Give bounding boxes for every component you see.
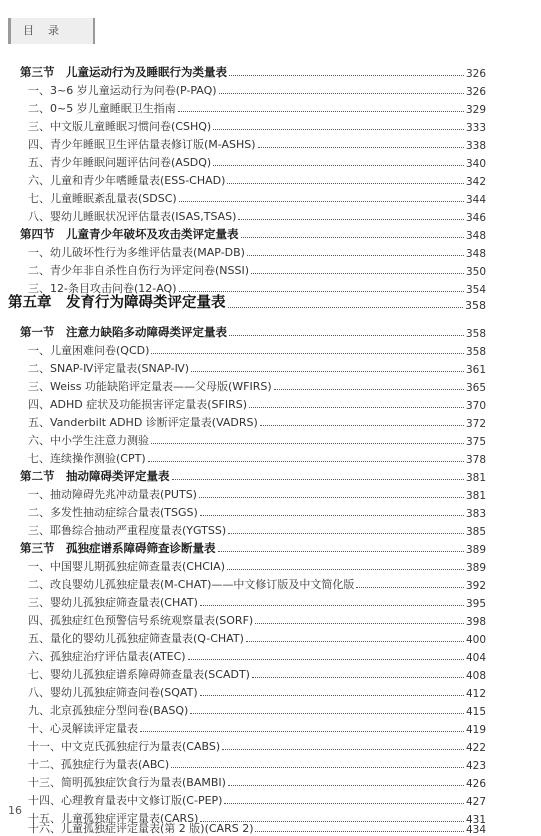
dot-leader — [222, 749, 464, 750]
toc-item[interactable] — [0, 484, 541, 502]
toc-item[interactable] — [0, 664, 541, 682]
toc-entry-page: 344 — [465, 194, 486, 206]
toc-entry-title: 二、改良婴幼儿孤独症量表(M-CHAT)——中文修订版及中文简化版 — [28, 578, 355, 591]
toc-entry-page: 346 — [465, 212, 486, 224]
page-number: 16 — [8, 804, 22, 817]
dot-leader — [227, 183, 464, 184]
toc-entry-page: 326 — [465, 86, 486, 98]
toc-item[interactable] — [0, 242, 541, 260]
dot-leader — [179, 201, 464, 202]
toc-entry-page: 381 — [465, 472, 486, 484]
toc-entry-title: 第三节 儿童运动行为及睡眠行为类量表 — [20, 65, 227, 79]
toc-item[interactable] — [0, 134, 541, 152]
dot-leader — [151, 353, 464, 354]
toc-entry-title: 十一、中文克氏孤独症行为量表(CABS) — [28, 740, 221, 753]
toc-entry-title: 一、3~6 岁儿童运动行为问卷(P-PAQ) — [28, 84, 217, 97]
dot-leader — [229, 75, 464, 76]
toc-entry-page: 348 — [465, 230, 486, 242]
dot-leader — [200, 605, 464, 606]
toc-entry-page: 389 — [465, 544, 486, 556]
toc-entry-title: 一、幼儿破坏性行为多维评估量表(MAP-DB) — [28, 246, 245, 259]
toc-section-heading[interactable] — [0, 466, 541, 484]
toc-entry-page: 383 — [465, 508, 486, 520]
toc-entry-title: 十四、心理教育量表中文修订版(C-PEP) — [28, 794, 223, 807]
dot-leader — [199, 497, 464, 498]
toc-entry-page: 326 — [465, 68, 486, 80]
toc-item[interactable] — [0, 80, 541, 98]
dot-leader — [224, 803, 464, 804]
dot-leader — [190, 713, 464, 714]
dot-leader — [249, 407, 464, 408]
dot-leader — [356, 587, 464, 588]
dot-leader — [258, 147, 464, 148]
dot-leader — [252, 677, 464, 678]
toc-entry-title: 三、Weiss 功能缺陷评定量表——父母版(WFIRS) — [28, 380, 272, 393]
toc-item[interactable] — [0, 790, 541, 808]
dot-leader — [255, 831, 463, 832]
toc-entry-title: 第一节 注意力缺陷多动障碍类评定量表 — [20, 325, 227, 339]
toc-entry-page: 385 — [465, 526, 486, 538]
toc-item[interactable] — [0, 520, 541, 538]
toc-section-heading[interactable] — [0, 538, 541, 556]
toc-item[interactable] — [0, 646, 541, 664]
toc-entry-title: 第四节 儿童青少年破坏及攻击类评定量表 — [20, 227, 239, 241]
toc-entry-title: 二、多发性抽动症综合量表(TSGS) — [28, 506, 198, 519]
toc-entry-page: 348 — [465, 248, 486, 260]
toc-entry-title: 一、抽动障碍先兆冲动量表(PUTS) — [28, 488, 197, 501]
toc-item[interactable] — [0, 340, 541, 358]
toc-item[interactable] — [0, 574, 541, 592]
dot-leader — [274, 389, 464, 390]
dot-leader — [151, 443, 464, 444]
dot-leader — [241, 237, 464, 238]
toc-entry-title: 三、12-条目攻击问卷(12-AQ) — [28, 282, 177, 295]
toc-entry-title: 三、耶鲁综合抽动严重程度量表(YGTSS) — [28, 524, 227, 537]
toc-item[interactable] — [0, 376, 541, 394]
toc-item[interactable] — [0, 682, 541, 700]
toc-item[interactable] — [0, 206, 541, 224]
toc-item[interactable] — [0, 448, 541, 466]
dot-leader — [200, 515, 464, 516]
dot-leader — [228, 307, 464, 308]
dot-leader — [218, 551, 464, 552]
dot-leader — [148, 461, 464, 462]
toc-entry-title: 四、青少年睡眠卫生评估量表修订版(M-ASHS) — [28, 138, 256, 151]
toc-entry-title: 十五、儿童孤独症评定量表(CARS) — [28, 812, 199, 825]
dot-leader — [213, 165, 464, 166]
dot-leader — [227, 569, 464, 570]
dot-leader — [219, 93, 464, 94]
toc-entry-page: 329 — [465, 104, 486, 116]
toc-entry-page: 378 — [465, 454, 486, 466]
header-title: 目录 — [23, 24, 73, 37]
toc-entry-title: 五、青少年睡眠问题评估问卷(ASDQ) — [28, 156, 212, 169]
toc-entry-page: 423 — [465, 760, 486, 772]
toc-item[interactable] — [0, 430, 541, 448]
toc-entry-page: 400 — [465, 634, 486, 646]
toc-entry-page: 358 — [465, 299, 486, 312]
toc-entry-page: 354 — [465, 284, 486, 296]
toc-entry-page: 381 — [465, 490, 486, 502]
toc-entry-title: 六、中小学生注意力测验 — [28, 434, 149, 447]
toc-item[interactable] — [0, 628, 541, 646]
toc-entry-page: 370 — [465, 400, 486, 412]
toc-entry-title: 三、婴幼儿孤独症筛查量表(CHAT) — [28, 596, 198, 609]
toc-entry-title: 二、SNAP-Ⅳ评定量表(SNAP-Ⅳ) — [28, 362, 190, 375]
toc-item[interactable] — [0, 98, 541, 116]
toc-entry-title: 十三、简明孤独症饮食行为量表(BAMBI) — [28, 776, 226, 789]
toc-entry-title: 第二节 抽动障碍类评定量表 — [20, 469, 170, 483]
toc-entry-title: 二、青少年非自杀性自伤行为评定问卷(NSSI) — [28, 264, 250, 277]
toc-entry-title: 七、婴幼儿孤独症谱系障碍筛查量表(SCADT) — [28, 668, 250, 681]
toc-entry-page: 340 — [465, 158, 486, 170]
toc-entry-page: 419 — [465, 724, 486, 736]
dot-leader — [247, 255, 464, 256]
dot-leader — [246, 641, 464, 642]
toc-item[interactable] — [0, 700, 541, 718]
dot-leader — [178, 111, 464, 112]
toc-entry-page: 361 — [465, 364, 486, 376]
toc-item[interactable] — [0, 260, 541, 278]
toc-entry-title: 三、中文版儿童睡眠习惯问卷(CSHQ) — [28, 120, 212, 133]
toc-item[interactable] — [0, 556, 541, 574]
toc-entry-title: 十、心灵解读评定量表 — [28, 722, 138, 735]
toc-entry-page: 375 — [465, 436, 486, 448]
toc-entry-title: 十六、儿童孤独症评定量表(第 2 版)(CARS 2) — [28, 822, 254, 835]
toc-entry-page: 372 — [465, 418, 486, 430]
dot-leader — [260, 425, 464, 426]
toc-entry-title: 一、中国婴儿期孤独症筛查量表(CHCIA) — [28, 560, 225, 573]
toc-entry-title: 八、婴幼儿睡眠状况评估量表(ISAS,TSAS) — [28, 210, 237, 223]
toc-item[interactable] — [0, 188, 541, 206]
dot-leader — [188, 659, 464, 660]
toc-item[interactable] — [0, 736, 541, 754]
toc-entry-title: 十二、孤独症行为量表(ABC) — [28, 758, 170, 771]
toc-entry-title: 五、Vanderbilt ADHD 诊断评定量表(VADRS) — [28, 416, 258, 429]
toc-item[interactable] — [0, 772, 541, 790]
toc-item[interactable] — [0, 592, 541, 610]
dot-leader — [200, 695, 464, 696]
dot-leader — [172, 479, 464, 480]
toc-entry-title: 八、婴幼儿孤独症筛查问卷(SQAT) — [28, 686, 198, 699]
toc-entry-title: 第三节 孤独症谱系障碍筛查诊断量表 — [20, 541, 216, 555]
toc-item[interactable] — [0, 116, 541, 134]
toc-entry-page: 365 — [465, 382, 486, 394]
toc-entry-page: 431 — [465, 814, 486, 826]
toc-section-heading[interactable] — [0, 62, 541, 80]
toc-entry-title: 四、ADHD 症状及功能损害评定量表(SFIRS) — [28, 398, 247, 411]
toc-entry-page: 358 — [465, 346, 486, 358]
toc-entry-page: 408 — [465, 670, 486, 682]
toc-entry-title: 九、北京孤独症分型问卷(BASQ) — [28, 704, 189, 717]
toc-entry-page: 395 — [465, 598, 486, 610]
toc-section-heading[interactable] — [0, 322, 541, 340]
toc-chapter-heading[interactable] — [0, 294, 541, 312]
toc-entry-page: 350 — [465, 266, 486, 278]
toc-entry-page: 422 — [465, 742, 486, 754]
toc-entry-page: 404 — [465, 652, 486, 664]
toc-entry-title: 七、儿童睡眠紊乱量表(SDSC) — [28, 192, 177, 205]
toc-entry-title: 一、儿童困难问卷(QCD) — [28, 344, 150, 357]
toc-entry-title: 第五章 发育行为障碍类评定量表 — [8, 294, 226, 311]
toc-entry-page: 415 — [465, 706, 486, 718]
toc-item[interactable] — [0, 394, 541, 412]
toc-entry-page: 342 — [465, 176, 486, 188]
dot-leader — [228, 785, 464, 786]
toc-entry-page: 434 — [465, 824, 486, 836]
dot-leader — [213, 129, 464, 130]
toc-entry-page: 398 — [465, 616, 486, 628]
toc-item[interactable] — [0, 818, 541, 836]
toc-entry-page: 333 — [465, 122, 486, 134]
toc-entry-page: 338 — [465, 140, 486, 152]
dot-leader — [171, 767, 464, 768]
toc-entry-page: 389 — [465, 562, 486, 574]
toc-section-heading[interactable] — [0, 224, 541, 242]
toc-entry-title: 四、孤独症红色预警信号系统观察量表(SORF) — [28, 614, 254, 627]
toc-item[interactable] — [0, 152, 541, 170]
toc-entry-page: 412 — [465, 688, 486, 700]
toc-entry-page: 392 — [465, 580, 486, 592]
dot-leader — [238, 219, 464, 220]
dot-leader — [255, 623, 464, 624]
dot-leader — [251, 273, 464, 274]
toc-item[interactable] — [0, 718, 541, 736]
toc-entry-title: 六、儿童和青少年嗜睡量表(ESS-CHAD) — [28, 174, 226, 187]
dot-leader — [229, 335, 464, 336]
toc-entry-page: 358 — [465, 328, 486, 340]
dot-leader — [228, 533, 464, 534]
toc-entry-page: 426 — [465, 778, 486, 790]
toc-item[interactable] — [0, 170, 541, 188]
toc-entry-title: 六、孤独症治疗评估量表(ATEC) — [28, 650, 186, 663]
toc-item[interactable] — [0, 502, 541, 520]
toc-entry-page: 427 — [465, 796, 486, 808]
toc-entry-title: 七、连续操作测验(CPT) — [28, 452, 146, 465]
toc-item[interactable] — [0, 754, 541, 772]
dot-leader — [140, 731, 464, 732]
toc-item[interactable] — [0, 358, 541, 376]
toc-item[interactable] — [0, 412, 541, 430]
toc-entry-title: 五、量化的婴幼儿孤独症筛查量表(Q-CHAT) — [28, 632, 244, 645]
toc-item[interactable] — [0, 610, 541, 628]
dot-leader — [191, 371, 464, 372]
toc-entry-title: 二、0~5 岁儿童睡眠卫生指南 — [28, 102, 176, 115]
